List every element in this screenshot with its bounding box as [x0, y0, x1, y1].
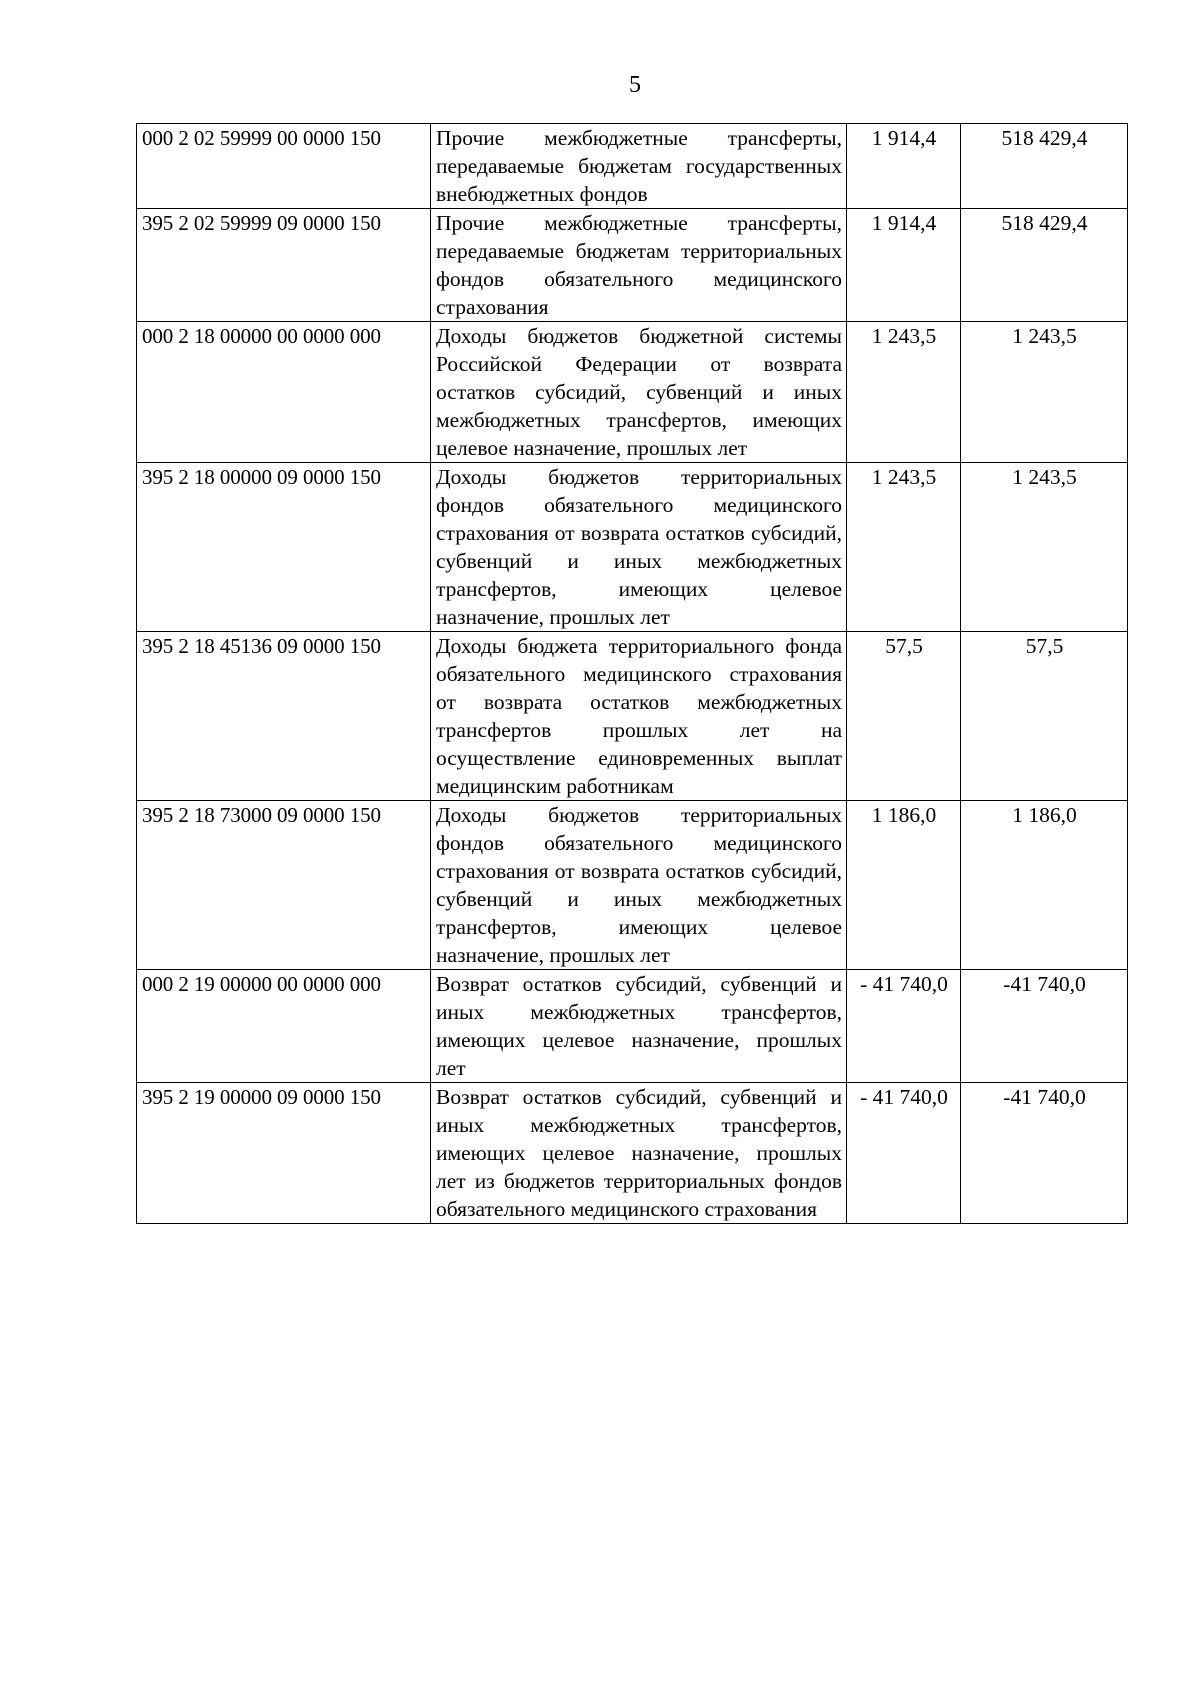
- amount-cell: 1 914,4: [847, 209, 961, 322]
- budget-code-cell: 000 2 19 00000 00 0000 000: [137, 970, 431, 1083]
- amount-cell: 1 186,0: [961, 801, 1128, 970]
- amount-cell: 1 186,0: [847, 801, 961, 970]
- amount-cell: 518 429,4: [961, 209, 1128, 322]
- amount-cell: 1 243,5: [847, 322, 961, 463]
- table-row: [137, 801, 1128, 970]
- revenue-name-cell: Прочие межбюджетные трансферты, передаваемые бюджетам государственных внебюджетных фондов: [431, 124, 847, 209]
- table-row: [137, 632, 1128, 801]
- table-row: [137, 124, 1128, 209]
- amount-cell: 1 243,5: [847, 463, 961, 632]
- amount-cell: -41 740,0: [961, 970, 1128, 1083]
- budget-code-cell: 000 2 02 59999 00 0000 150: [137, 124, 431, 209]
- budget-revenue-table: [136, 123, 1128, 1224]
- table-row: [137, 322, 1128, 463]
- budget-code-cell: 395 2 18 45136 09 0000 150: [137, 632, 431, 801]
- budget-code-cell: 395 2 02 59999 09 0000 150: [137, 209, 431, 322]
- amount-cell: - 41 740,0: [847, 1083, 961, 1224]
- table-row: [137, 209, 1128, 322]
- amount-cell: 57,5: [961, 632, 1128, 801]
- revenue-name-cell: Прочие межбюджетные трансферты, передаваемые бюджетам территориальных фондов обязательного медицинского страхования: [431, 209, 847, 322]
- revenue-name-cell: Доходы бюджетов бюджетной системы Российской Федерации от возврата остатков субсидий, субвенций и иных межбюджетных трансфертов, имеющих целевое назначение, прошлых лет: [431, 322, 847, 463]
- budget-code-cell: 395 2 19 00000 09 0000 150: [137, 1083, 431, 1224]
- amount-cell: 1 243,5: [961, 463, 1128, 632]
- amount-cell: -41 740,0: [961, 1083, 1128, 1224]
- amount-cell: 1 243,5: [961, 322, 1128, 463]
- budget-code-cell: 395 2 18 00000 09 0000 150: [137, 463, 431, 632]
- table-row: [137, 1083, 1128, 1224]
- revenue-name-cell: Доходы бюджетов территориальных фондов обязательного медицинского страхования от возврата остатков субсидий, субвенций и иных межбюджетных трансфертов, имеющих целевое назначение, прошлых лет: [431, 463, 847, 632]
- table-row: [137, 463, 1128, 632]
- page-number: 5: [629, 72, 641, 98]
- budget-code-cell: 000 2 18 00000 00 0000 000: [137, 322, 431, 463]
- revenue-name-cell: Возврат остатков субсидий, субвенций и иных межбюджетных трансфертов, имеющих целевое назначение, прошлых лет: [431, 970, 847, 1083]
- amount-cell: - 41 740,0: [847, 970, 961, 1083]
- amount-cell: 518 429,4: [961, 124, 1128, 209]
- amount-cell: 57,5: [847, 632, 961, 801]
- budget-code-cell: 395 2 18 73000 09 0000 150: [137, 801, 431, 970]
- table-row: [137, 970, 1128, 1083]
- revenue-name-cell: Доходы бюджетов территориальных фондов обязательного медицинского страхования от возврата остатков субсидий, субвенций и иных межбюджетных трансфертов, имеющих целевое назначение, прошлых лет: [431, 801, 847, 970]
- revenue-name-cell: Возврат остатков субсидий, субвенций и иных межбюджетных трансфертов, имеющих целевое назначение, прошлых лет из бюджетов территориальных фондов обязательного медицинского страхования: [431, 1083, 847, 1224]
- revenue-name-cell: Доходы бюджета территориального фонда обязательного медицинского страхования от возврата остатков межбюджетных трансфертов прошлых лет на осуществление единовременных выплат медицинским работникам: [431, 632, 847, 801]
- amount-cell: 1 914,4: [847, 124, 961, 209]
